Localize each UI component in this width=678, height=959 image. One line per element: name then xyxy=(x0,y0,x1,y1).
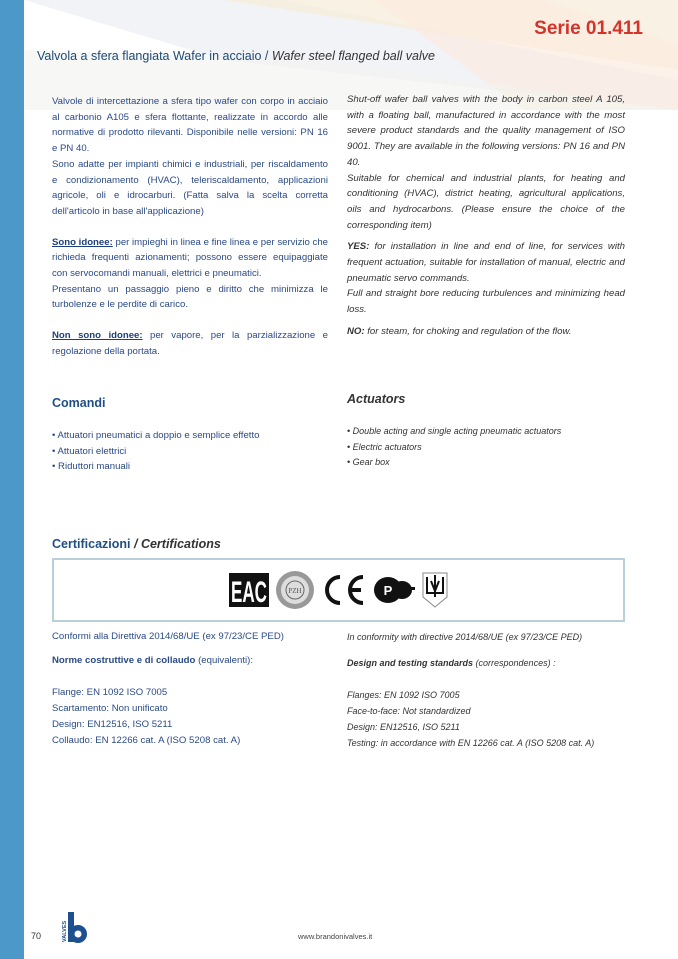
no-text: per vapore, per la parzializzazione e regolazione della portata. xyxy=(52,330,328,357)
eac-logo-icon xyxy=(229,573,269,607)
suitable-paragraph xyxy=(347,239,625,286)
intro-en xyxy=(347,92,625,340)
no-text: for steam, for choking and regulation of the flow. xyxy=(364,325,572,337)
standards-label xyxy=(347,655,647,671)
pct-mark-icon xyxy=(373,575,415,605)
list-item: • Attuatori elettrici xyxy=(52,445,127,457)
list-item: • Attuatori pneumatici a doppio e semplice effetto xyxy=(52,430,260,441)
directive-text: In conformity with directive 2014/68/UE (ex 97/23/CE PED) xyxy=(347,632,583,642)
intro-it xyxy=(52,94,328,360)
series-title: Serie 01.411 xyxy=(534,18,643,39)
standards-it xyxy=(52,629,342,749)
certifications-heading xyxy=(52,537,221,551)
not-suitable-paragraph xyxy=(52,328,328,359)
paragraph: Presentano un passaggio pieno e diritto che minimizza le turbolenze e le perdite di carico. xyxy=(52,283,328,311)
website-link[interactable]: www.brandonivalves.it xyxy=(298,932,373,941)
side-band xyxy=(0,0,24,959)
certifications-box xyxy=(52,558,625,622)
paragraph: Valvole di intercettazione a sfera tipo wafer con corpo in acciaio al carbonio A105 e sfera flottante, realizzate in accordo alle normative di prodotto rilevanti. Disponibile nelle versioni: PN 16 e PN 40. xyxy=(52,96,328,155)
not-suitable-paragraph xyxy=(347,324,625,340)
yes-text: per impieghi in linea e fine linea e per servizio che richieda frequenti azionamenti; possono essere equipaggiate con servocomandi manuali, elettrici e pneumatici. xyxy=(52,236,328,280)
standard-item: Design: EN12516, ISO 5211 xyxy=(347,722,460,732)
title-it: Valvola a sfera flangiata Wafer in acciaio xyxy=(37,49,262,63)
actuators-list-en xyxy=(347,424,625,471)
separator: / xyxy=(133,537,138,551)
ukraine-trident-icon xyxy=(421,571,449,609)
no-label: NO: xyxy=(347,325,365,337)
list-item: • Gear box xyxy=(347,457,390,468)
list-item: • Double acting and single acting pneumatic actuators xyxy=(347,426,562,436)
standard-item: Flanges: EN 1092 ISO 7005 xyxy=(347,690,460,700)
cert-title-it: Certificazioni xyxy=(52,537,131,551)
yes-text: for installation in line and end of line, for services with frequent actuation, suitable for installation of manual, electric and pneumatic servo commands. xyxy=(347,241,625,284)
standards-label xyxy=(52,653,342,669)
logo-text: VALVES xyxy=(62,920,68,942)
separator: / xyxy=(264,49,269,63)
cert-title-en: Certifications xyxy=(140,537,221,551)
standard-item: Testing: in accordance with EN 12266 cat. A (ISO 5208 cat. A) xyxy=(347,738,595,748)
no-label: Non sono idonee: xyxy=(52,330,143,342)
svg-text:P: P xyxy=(383,583,392,598)
pzh-seal-icon xyxy=(275,570,315,610)
page-number: 70 xyxy=(31,931,42,941)
paragraph: Sono adatte per impianti chimici e industriali, per riscaldamento e condizionamento (HVAC), teleriscaldamento, applicazioni agricole, oli e idrocarburi. (Fatta salva la scelta corretta dell'articolo in base all'applicazione) xyxy=(52,158,328,217)
svg-text:PZH: PZH xyxy=(287,587,302,595)
standards-label-bold: Design and testing standards xyxy=(347,658,474,668)
standard-item: Scartamento: Non unificato xyxy=(52,703,168,714)
brandoni-logo-icon xyxy=(60,912,90,944)
actuators-list-it xyxy=(52,428,328,475)
actuators-heading-en: Actuators xyxy=(347,392,406,406)
page-subtitle xyxy=(37,49,435,63)
list-item: • Electric actuators xyxy=(347,441,422,452)
title-en: Wafer steel flanged ball valve xyxy=(271,49,435,63)
paragraph: Full and straight bore reducing turbulences and minimizing head loss. xyxy=(347,288,625,316)
standards-label-rest: (equivalenti): xyxy=(195,655,253,666)
standards-label-rest: (correspondences) : xyxy=(473,658,556,668)
actuators-heading-it: Comandi xyxy=(52,396,106,410)
paragraph: Shut-off wafer ball valves with the body in carbon steel A 105, with a floating ball, manufactured in accordance with the most severe product standards and the quality management of ISO 9001. They are available in the following versions: PN 16 and PN 40. xyxy=(347,94,625,168)
yes-label: Sono idonee: xyxy=(52,236,113,248)
suitable-paragraph xyxy=(52,235,328,282)
standard-item: Face-to-face: Not standardized xyxy=(347,706,471,716)
ce-mark-icon xyxy=(321,573,367,607)
standard-item: Design: EN12516, ISO 5211 xyxy=(52,719,173,730)
standard-item: Collaudo: EN 12266 cat. A (ISO 5208 cat. A) xyxy=(52,735,241,746)
standard-item: Flange: EN 1092 ISO 7005 xyxy=(52,687,168,698)
yes-label: YES: xyxy=(347,241,370,253)
directive-text: Conformi alla Direttiva 2014/68/UE (ex 97/23/CE PED) xyxy=(52,631,284,642)
paragraph: Suitable for chemical and industrial plants, for heating and conditioning (HVAC), district heating, agricultural applications, oils and hydrocarbons. (Please ensure the choice of the corresponding item) xyxy=(347,172,625,231)
standards-label-bold: Norme costruttive e di collaudo xyxy=(52,655,196,666)
svg-text:EAC: EAC xyxy=(230,576,267,607)
list-item: • Riduttori manuali xyxy=(52,461,131,473)
standards-en xyxy=(347,629,647,751)
